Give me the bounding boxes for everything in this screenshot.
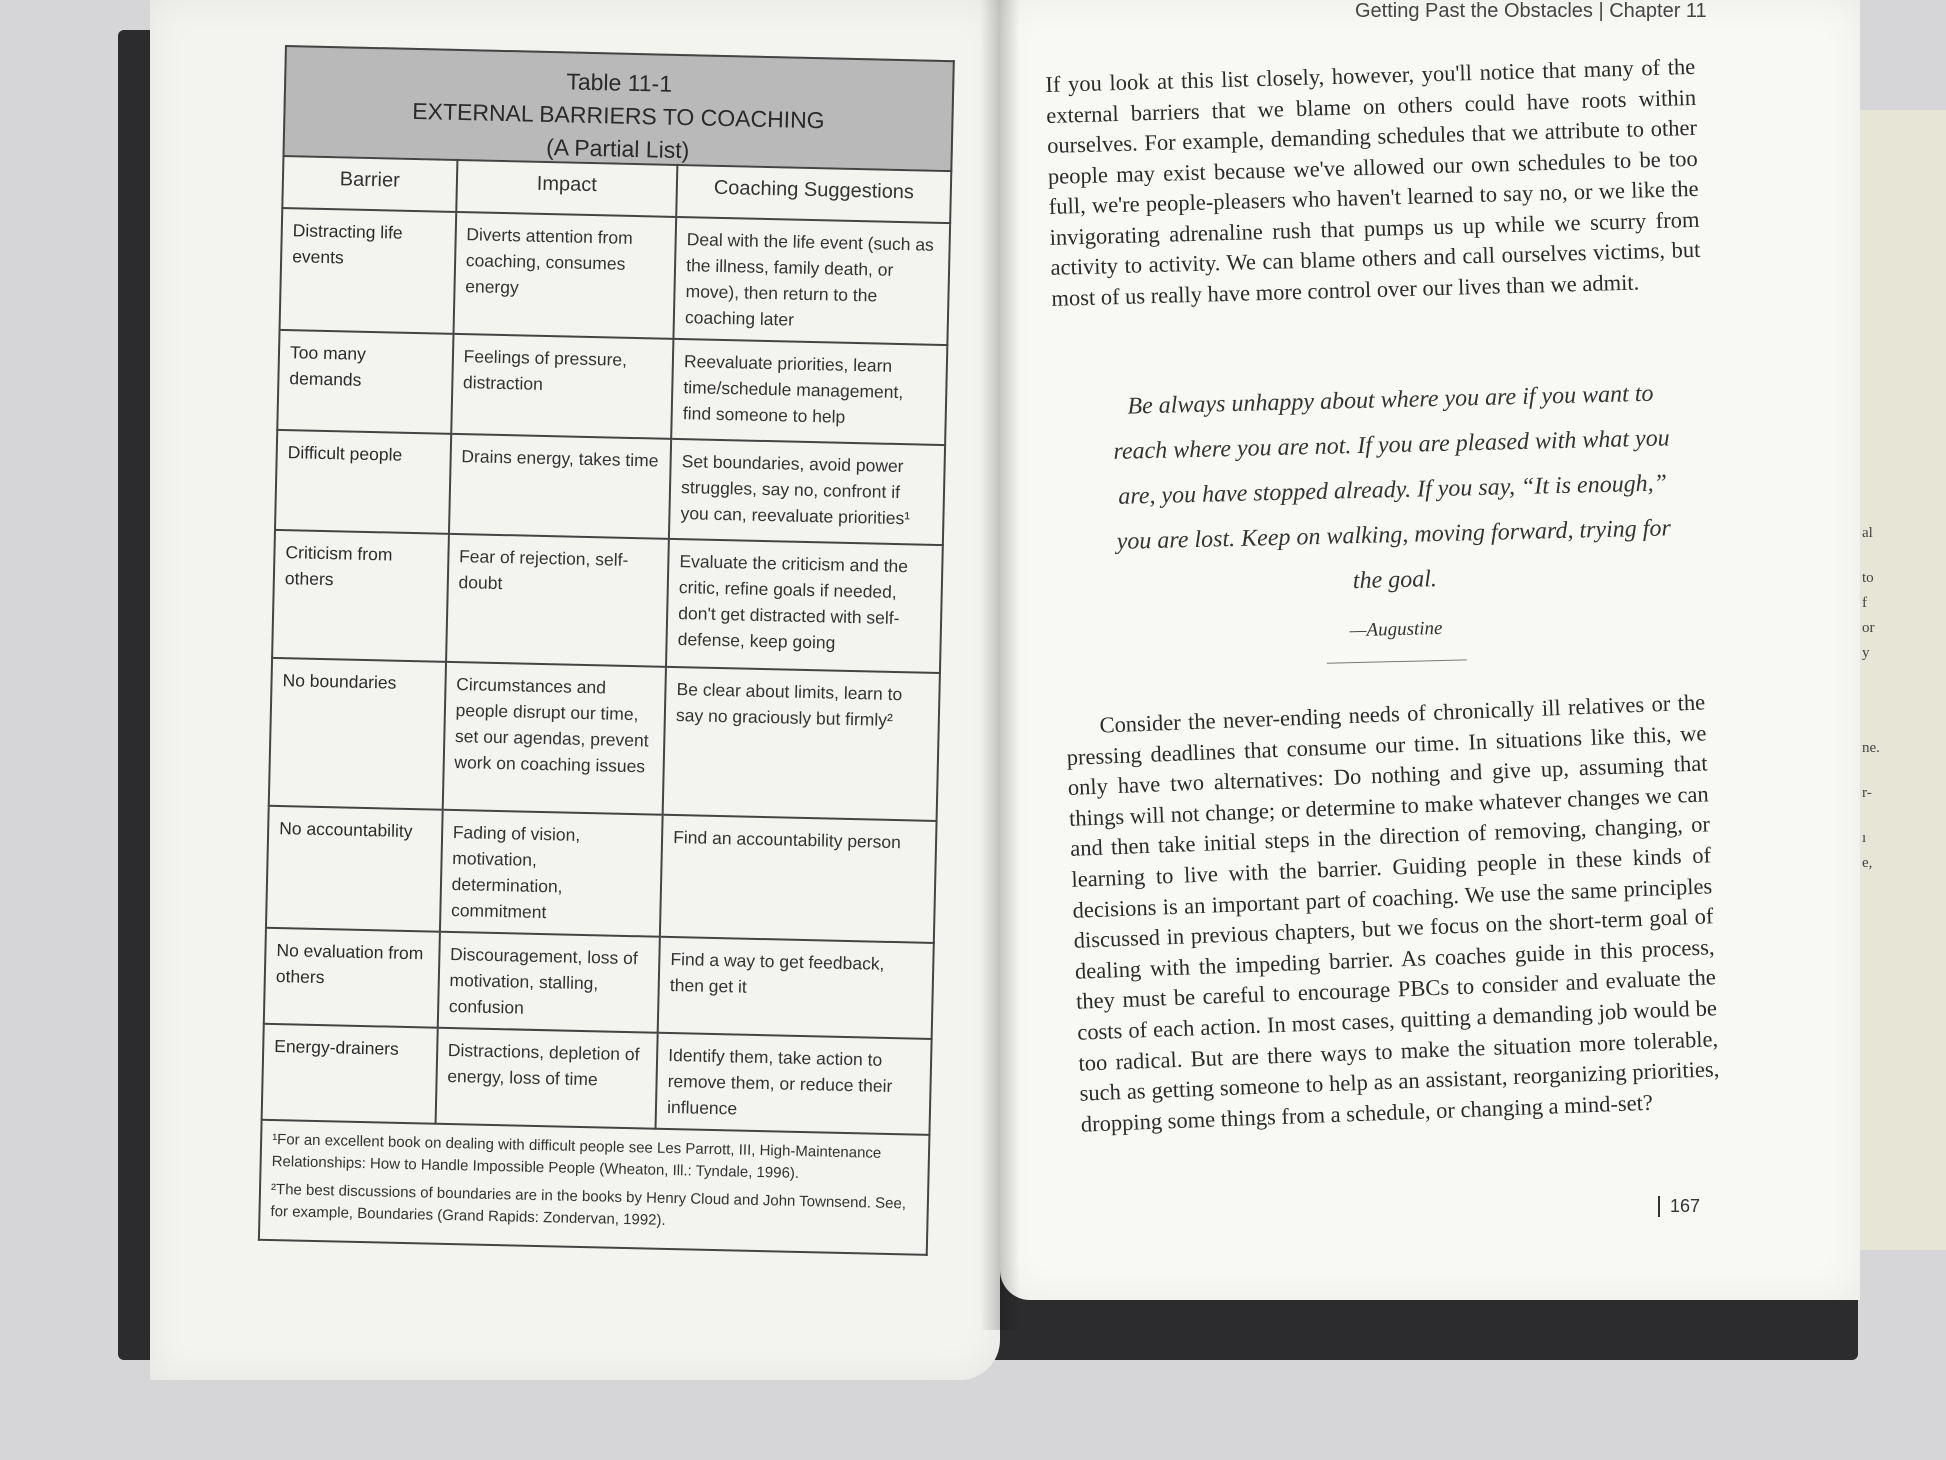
cell-barrier: No boundaries: [269, 658, 446, 810]
table-number: Table 11-1: [566, 68, 673, 97]
column-header-impact: Impact: [456, 160, 678, 217]
cell-barrier: No evaluation from others: [264, 928, 440, 1028]
page-number: 167: [1658, 1196, 1700, 1217]
cell-suggestion: Evaluate the criticism and the critic, refine goals if needed, don't get distracted with self-defense, keep going: [666, 539, 943, 673]
cell-impact: Distractions, depletion of energy, loss of time: [435, 1028, 658, 1129]
column-header-suggestions: Coaching Suggestions: [676, 165, 951, 223]
margin-fragment: or: [1862, 620, 1875, 636]
table-footnotes: [258, 1121, 931, 1256]
cell-suggestion: Find an accountability person: [660, 815, 937, 943]
table-row: [272, 530, 943, 673]
cell-impact: Discouragement, loss of motivation, stalling, confusion: [437, 932, 660, 1033]
cell-suggestion: Find a way to get feedback, then get it: [658, 937, 934, 1039]
table-row: [264, 928, 934, 1039]
margin-fragment: ı: [1862, 830, 1867, 846]
quote-text: Be always unhappy about where you are if you want to reach where you are not. If you are pleased with what you are, you have stopped already. If you say, “It is enough,” you are lost. Keep on walking, moving forward, trying for the goal.: [1113, 380, 1672, 595]
cell-barrier: No accountability: [266, 806, 442, 932]
cell-suggestion: Identify them, take action to remove them, or reduce their influence: [656, 1033, 932, 1135]
barriers-table: [258, 45, 955, 1256]
column-header-barrier: Barrier: [282, 156, 457, 212]
cell-impact: Drains energy, takes time: [449, 434, 672, 539]
book-gutter: [980, 0, 1020, 1330]
paragraph-2: [1065, 687, 1721, 1140]
paragraph-2-text: Consider the never-ending needs of chronically ill relatives or the pressing deadlines that consume our time. In situations like this, we only have two alternatives: Do nothing and give up, assuming that things will not change; or determine to make whatever changes we can and then take initial steps in the direction of removing, changing, or learning to live with the barrier. Guiding people in these kinds of decisions is an important part of coaching. We use the same principles discussed in previous chapters, but we focus on the short-term goal of dealing with the impeding barrier. As coaches guide in this process, they must be careful to encourage PBCs to consider and evaluate the costs of each action. In most cases, quitting a demanding job would be too radical. But are there ways to make the situation more tolerable, such as getting someone to help as an assistant, reorganizing priorities, dropping some things from a schedule, or changing a mind-set?: [1066, 689, 1720, 1137]
table-row: [277, 330, 947, 445]
cell-impact: Circumstances and people disrupt our time, set our agendas, prevent work on coaching issues: [442, 662, 666, 815]
cell-barrier: Energy-drainers: [262, 1024, 438, 1124]
cell-impact: Diverts attention from coaching, consumes energy: [453, 212, 676, 339]
cell-impact: Feelings of pressure, distraction: [451, 334, 674, 439]
margin-fragment: e,: [1862, 855, 1873, 871]
footnote-1: ¹For an excellent book on dealing with difficult people see Les Parrott, III, High-Maintenance Relationships: How to Handle Impossible People (Wheaton, Ill.: Tyndale, 1996).: [271, 1130, 882, 1182]
table-subtitle: (A Partial List): [545, 133, 690, 164]
cell-suggestion: Be clear about limits, learn to say no graciously but firmly²: [663, 667, 940, 821]
paragraph-1-text: If you look at this list closely, however, you'll notice that many of the external barriers that we blame on others could have roots within ourselves. For example, demanding schedules that we attribute to other people may exist because we've allowed our own schedules to be too full, we're people-pleasers who haven't learned to say no, or we like the invigorating adrenaline rush that pumps us up while we scurry from activity to activity. We can blame others and call ourselves victims, but most of us really have more control over our lives than we admit.: [1045, 53, 1701, 311]
footnote-2: ²The best discussions of boundaries are in the books by Henry Cloud and John Townsend. See, for example, Boundaries (Grand Rapids: Zondervan, 1992).: [270, 1180, 907, 1229]
table-row: [266, 806, 937, 943]
epigraph-quote: [1110, 371, 1677, 669]
margin-fragment: f: [1862, 595, 1867, 611]
quote-attribution: —Augustine: [1349, 617, 1443, 642]
cell-impact: Fading of vision, motivation, determination, commitment: [440, 810, 663, 937]
table-grid: [261, 155, 953, 1136]
cell-suggestion: Reevaluate priorities, learn time/schedule management, find someone to help: [671, 339, 947, 445]
table-row: [269, 658, 940, 821]
cell-suggestion: Deal with the life event (such as the illness, family death, or move), then return to the coaching later: [674, 217, 951, 345]
table-header: [283, 45, 955, 170]
table-row: [262, 1024, 932, 1135]
paragraph-1: [1045, 52, 1702, 314]
cell-barrier: Too many demands: [277, 330, 453, 434]
cell-barrier: Criticism from others: [272, 530, 449, 662]
cell-barrier: Difficult people: [275, 430, 451, 534]
cell-barrier: Distracting life events: [280, 208, 456, 334]
margin-fragment: to: [1862, 570, 1874, 586]
table-row: [275, 430, 945, 545]
running-head: Getting Past the Obstacles | Chapter 11: [1355, 0, 1707, 22]
cell-suggestion: Set boundaries, avoid power struggles, say no, confront if you can, reevaluate priorities¹: [669, 439, 945, 545]
table-title: EXTERNAL BARRIERS TO COACHING: [412, 97, 825, 134]
margin-fragment: y: [1862, 645, 1870, 661]
margin-fragment: ne.: [1862, 740, 1880, 756]
table-row: [280, 208, 951, 345]
margin-fragment: al: [1862, 525, 1873, 541]
margin-fragment: r-: [1862, 785, 1872, 801]
cell-impact: Fear of rejection, self-doubt: [446, 534, 669, 667]
